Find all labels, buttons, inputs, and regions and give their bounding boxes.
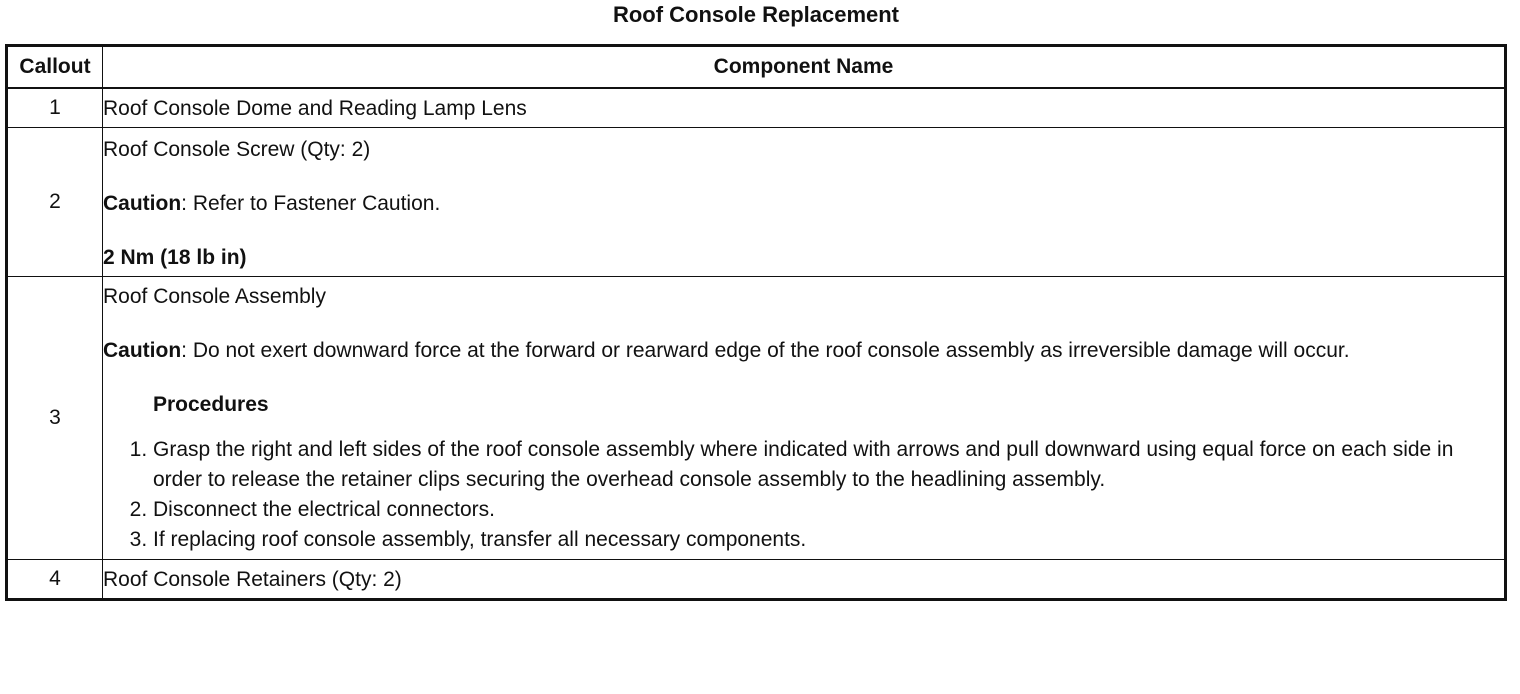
component-name: Roof Console Dome and Reading Lamp Lens (103, 97, 527, 120)
component-table (5, 44, 1507, 601)
component-name: Roof Console Screw (Qty: 2) (103, 138, 371, 161)
callout-number: 4 (7, 560, 103, 600)
caution-note (103, 190, 1504, 218)
caution-note (103, 337, 1504, 365)
caution-label: Caution (103, 192, 182, 215)
table-row (7, 88, 1506, 128)
component-name-column-header: Component Name (103, 46, 1506, 89)
component-name: Roof Console Retainers (Qty: 2) (103, 568, 402, 591)
component-name-cell (103, 128, 1506, 277)
procedures-heading: Procedures (153, 393, 269, 416)
component-name: Roof Console Assembly (103, 285, 326, 308)
table-header-row (7, 46, 1506, 89)
procedure-step: 2. Disconnect the electrical connectors. (153, 495, 1504, 525)
document-title: Roof Console Replacement (612, 2, 900, 27)
table-row (7, 128, 1506, 277)
callout-number: 3 (7, 277, 103, 560)
callout-column-header: Callout (7, 46, 103, 89)
caution-text: : Refer to Fastener Caution. (181, 192, 441, 215)
table-row (7, 560, 1506, 600)
component-name-cell (103, 88, 1506, 128)
procedure-step: 3. If replacing roof console assembly, transfer all necessary components. (153, 525, 1504, 555)
component-name-cell (103, 277, 1506, 560)
component-name-cell (103, 560, 1506, 600)
caution-text: : Do not exert downward force at the forward or rearward edge of the roof console assembly as irreversible damage will occur. (181, 339, 1350, 362)
procedure-steps (103, 435, 1504, 555)
callout-number: 2 (7, 128, 103, 277)
caution-label: Caution (103, 339, 182, 362)
procedure-step: 1. Grasp the right and left sides of the roof console assembly where indicated with arrows and pull downward using equal force on each side in order to release the retainer clips securing the overhead console assembly to the headlining assembly. (153, 435, 1504, 495)
table-row (7, 277, 1506, 560)
callout-number: 1 (7, 88, 103, 128)
torque-spec: 2 Nm (18 lb in) (103, 246, 247, 269)
